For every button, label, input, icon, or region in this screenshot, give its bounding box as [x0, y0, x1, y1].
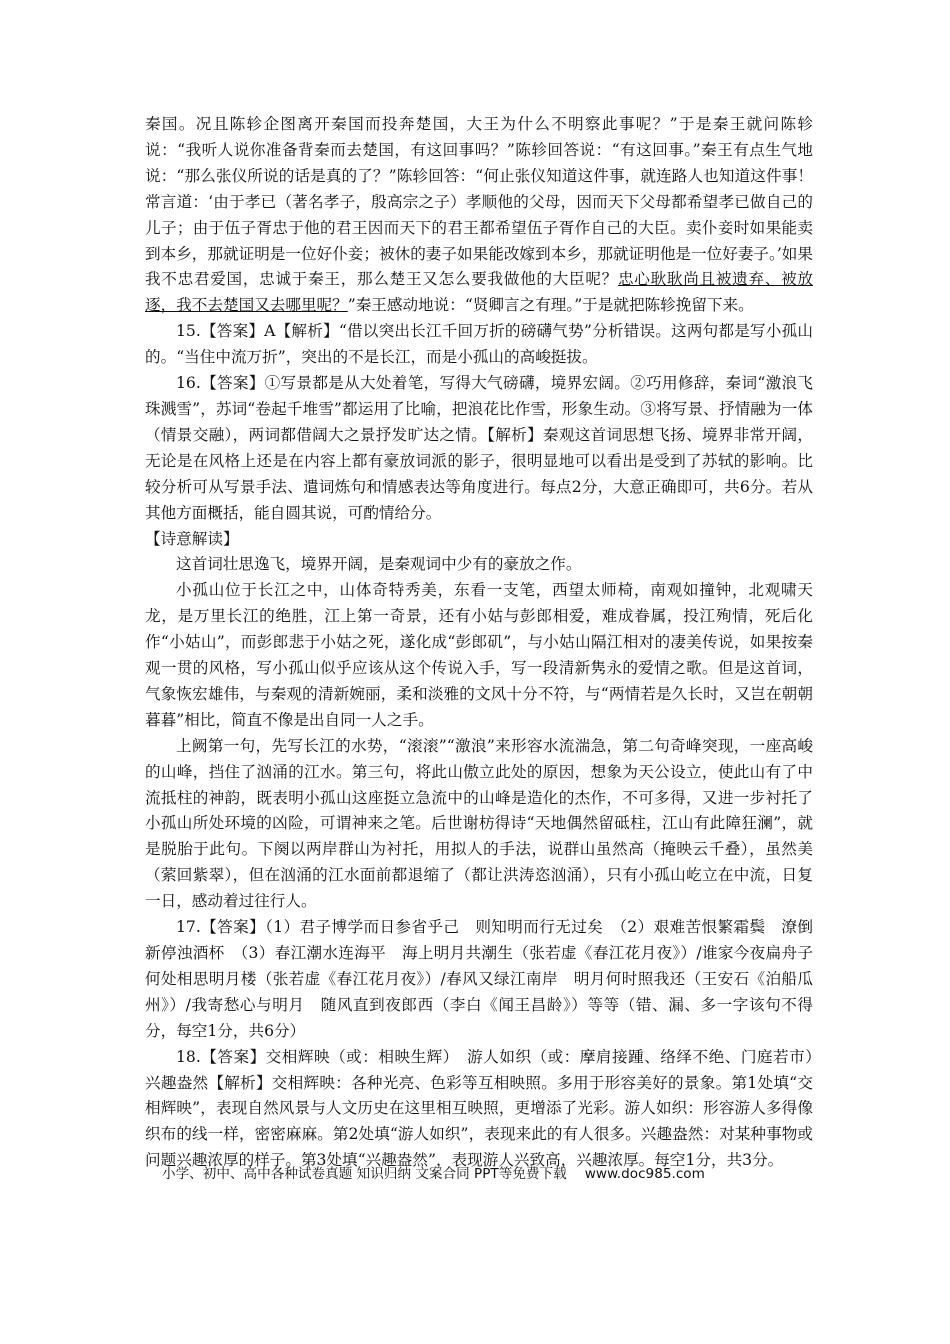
underlined-sentence: 忠心耿耿尚且被遗弃、被放逐，我不去楚国又去哪里呢？: [145, 270, 813, 315]
page-footer: [162, 1163, 802, 1185]
poem-paragraph-1: 这首词壮思逸飞，境界开阔，是秦观词中少有的豪放之作。: [176, 555, 582, 574]
answer-18: 18.【答案】交相辉映（或：相映生辉） 游人如织（或：摩肩接踵、络绎不绝、门庭若市） 兴趣盎然【解析】交相辉映：各种光亮、色彩等互相映照。多用于形容美好的景象。第1处填“交相辉映”，表现自然风景与人文历史在这里相互映照，更增添了光彩。游人如织：形容游人多得像织布的线一样，密密麻麻。第2处填“游人如织”，表现来此的有人很多。兴趣盎然：对某种事物或问题兴趣浓厚的样子。第3处填“兴趣盎然”，表现游人兴致高，兴趣浓厚。每空1分，共3分。: [145, 1047, 829, 1170]
document-page: [145, 112, 829, 1174]
footer-text: 小学、初中、高中各种试卷真题 知识归纳 文案合同 PPT等免费下载: [162, 1166, 567, 1182]
answer-17: 17.【答案】（1）君子博学而日参省乎己 则知明而行无过矣 （2）艰难苦恨繁霜鬓 潦倒新停浊酒杯 （3）春江潮水连海平 海上明月共潮生（张若虚《春江花月夜》）/谁家今夜扁舟子 何处相思明月楼（张若虚《春江花月夜》）/春风又绿江南岸 明月何时照我还（王安石《泊船瓜州》）/我寄愁心与明月 随风直到夜郎西（李白《闻王昌龄》）等等（错、漏、多一字该句不得分，每空1分，共6分）: [145, 918, 829, 1040]
answer-15: 15.【答案】A【解析】“借以突出长江千回万折的磅礴气势”分析错误。这两句都是写小孤山的。“当住中流万折”，突出的不是长江，而是小孤山的高峻挺拔。: [145, 322, 813, 367]
poem-interpretation-heading: 【诗意解读】: [145, 529, 239, 548]
poem-paragraph-3: 上阙第一句，先写长江的水势，“滚滚”“激浪”来形容水流湍急，第二句奇峰突现，一座高峻的山峰，挡住了汹涌的江水。第三句，将此山傲立此处的原因，想象为天公设立，使此山有了中流抵柱的神韵，既表明小孤山这座挺立急流中的山峰是造化的杰作，不可多得，又进一步衬托了小孤山所处环境的凶险，可谓神来之笔。后世谢枋得诗“天地偶然留砥柱，江山有此障狂澜”，就是脱胎于此句。下阕以两岸群山为衬托，用拟人的手法，说群山虽然高（掩映云千叠），虽然美（萦回紫翠），但在汹涌的江水面前都退缩了（都让洪涛恣汹涌），只有小孤山屹立在中流，日复一日，感动着过往行人。: [145, 736, 813, 911]
translation-text: 秦国。况且陈轸企图离开秦国而投奔楚国，大王为什么不明察此事呢？”于是秦王就问陈轸说：“我听人说你准备背秦而去楚国，有这回事吗？”陈轸回答说：“有这回事。”秦王有点生气地说：“那么张仪所说的话是真的了？”陈轸回答：“何止张仪知道这件事，就连路人也知道这件事！常言道：‘由于孝已（著名孝子，殷高宗之子）孝顺他的父母，因而天下父母都希望孝已做自己的儿子；由于伍子胥忠于他的君王因而天下的君王都希望伍子胥作自己的大臣。卖仆妾时如果能卖到本乡，那就证明是一位好仆妾；被休的妻子如果能改嫁到本乡，那就证明他是一位好妻子。’如果我不忠君爱国，忠诚于秦王，那么楚王又怎么要我做他的大臣呢？: [145, 115, 813, 289]
translation-text-end: ”秦王感动地说：“贤卿言之有理。”于是就把陈轸挽留下来。: [347, 296, 754, 315]
answer-16: 16.【答案】①写景都是从大处着笔，写得大气磅礴，境界宏阔。②巧用修辞，秦词“激浪飞珠溅雪”，苏词“卷起千堆雪”都运用了比喻，把浪花比作雪，形象生动。③将写景、抒情融为一体（情景交融），两词都借阔大之景抒发旷达之情。【解析】秦观这首词思想飞扬、境界非常开阔，无论是在风格上还是在内容上都有豪放词派的影子，很明显地可以看出是受到了苏轼的影响。比较分析可从写景手法、遣词炼句和情感表达等角度进行。每点2分，大意正确即可，共6分。若从其他方面概括，能自圆其说，可酌情给分。: [145, 374, 813, 522]
translation-paragraph: [145, 112, 813, 319]
poem-paragraph-2: 小孤山位于长江之中，山体奇特秀美，东看一支笔，西望太师椅，南观如撞钟，北观啸天龙，是万里长江的绝胜，江上第一奇景，还有小姑与彭郎相爱，难成眷属，投江殉情，死后化作“小姑山”，而彭郎悲于小姑之死，遂化成“彭郎矶”，与小姑山隔江相对的凄美传说，如果按秦观一贯的风格，写小孤山似乎应该从这个传说入手，写一段清新隽永的爱情之歌。但是这首词，气象恢宏雄伟，与秦观的清新婉丽，柔和淡雅的文风十分不符，与“两情若是久长时，又岂在朝朝暮暮”相比，简直不像是出自同一人之手。: [145, 581, 813, 729]
footer-url: www.doc985.com: [584, 1166, 705, 1182]
